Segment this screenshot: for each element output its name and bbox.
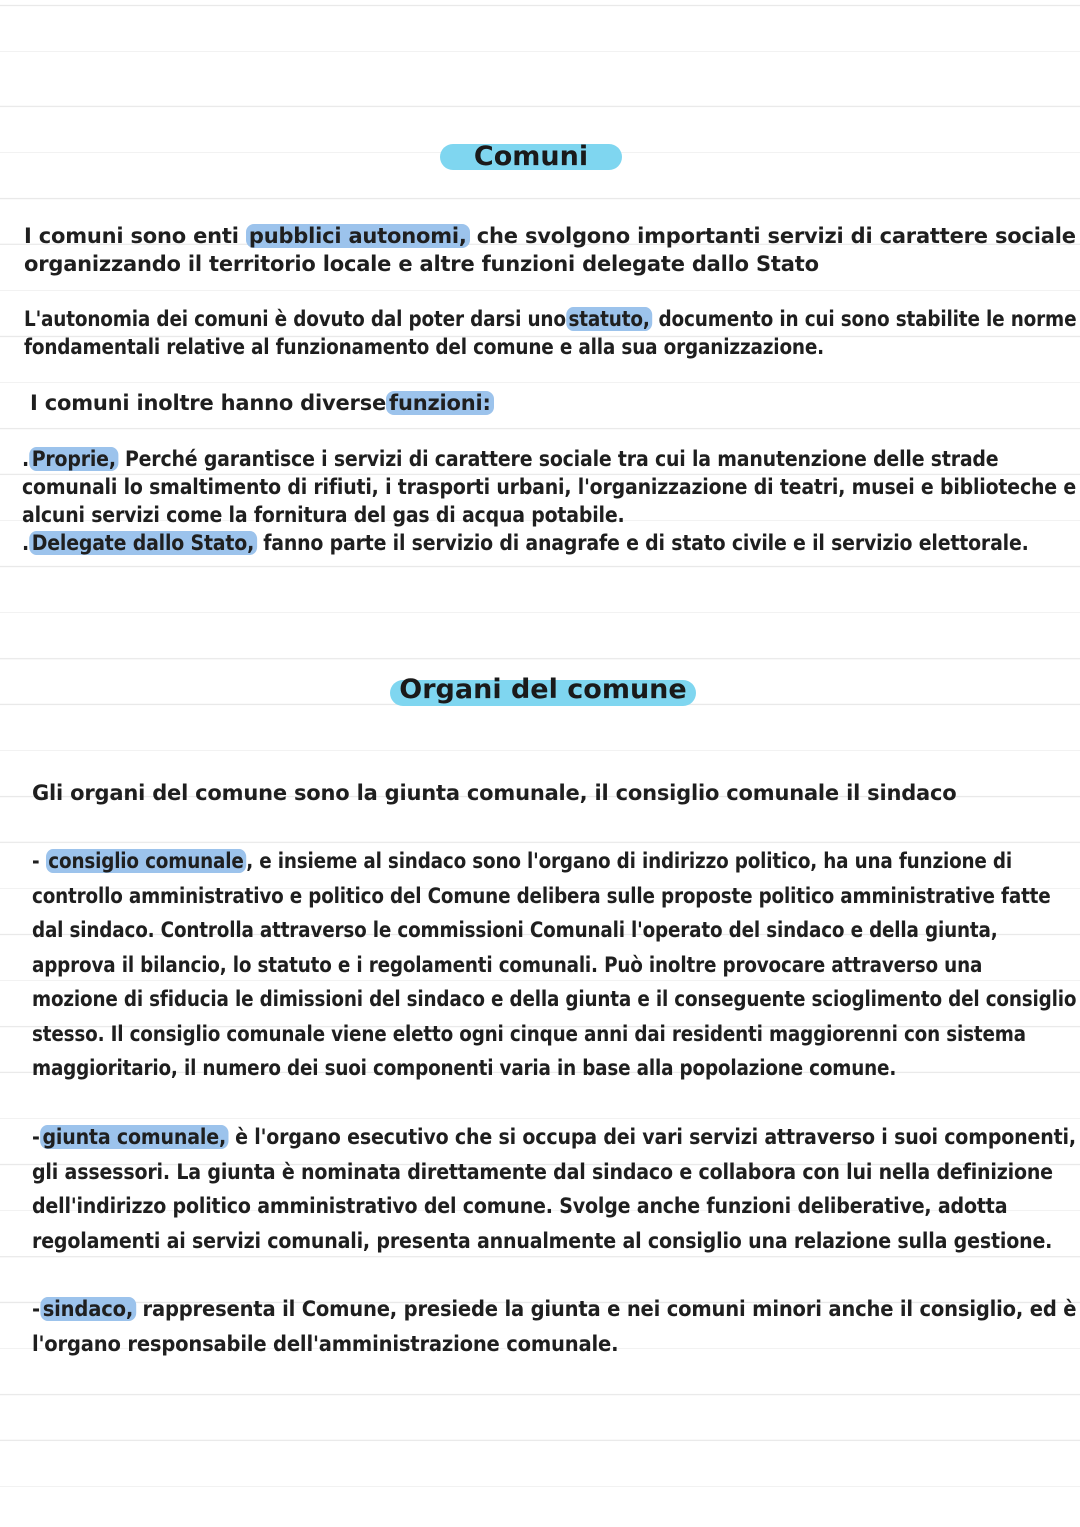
text-run: I comuni sono enti [24,224,246,248]
paragraph-giunta [32,1120,1076,1258]
text-line [32,844,1076,879]
text-run: L'autonomia dei comuni è dovuto dal poter darsi uno [24,307,566,331]
highlighted-term: giunta comunale, [40,1125,229,1149]
text-line: mozione di sfiducia le dimissioni del sindaco e della giunta e il conseguente scioglimento del consiglio [32,987,1077,1011]
highlighted-term: Proprie, [29,447,119,471]
text-line: maggioritario, il numero dei suoi componenti varia in base alla popolazione comune. [32,1056,897,1080]
text-line: Gli organi del comune sono la giunta comunale, il consiglio comunale il sindaco [32,781,957,805]
text-run: documento in cui sono stabilite le norme [652,307,1077,331]
funzioni-list [22,445,1076,557]
text-line [30,389,494,417]
paragraph-funzioni [30,389,494,417]
paragraph-enti [24,222,1076,278]
paragraph-sindaco [32,1292,1076,1361]
text-run: rappresenta il Comune, presiede la giunta e nei comuni minori anche il consiglio, ed è [135,1297,1077,1321]
text-run: Perché garantisce i servizi di carattere sociale tra cui la manutenzione delle strade [118,447,999,471]
section-title-organi: Organi del comune [399,674,687,705]
text-line: organizzando il territorio locale e altre funzioni delegate dallo Stato [24,252,819,276]
text-line: l'organo responsabile dell'amministrazione comunale. [32,1331,619,1356]
text-line [32,1292,1076,1327]
text-line: gli assessori. La giunta è nominata direttamente dal sindaco e collabora con lui nella definizione [32,1159,1053,1184]
text-line: dal sindaco. Controlla attraverso le commissioni Comunali l'operato del sindaco e della giunta, [32,918,998,942]
text-line: fondamentali relative al funzionamento del comune e alla sua organizzazione. [24,335,825,359]
text-run: - [32,849,46,873]
text-run: - [32,1125,40,1149]
text-run: fanno parte il servizio di anagrafe e di stato civile e il servizio elettorale. [256,531,1029,555]
bullet-dot: . [22,447,30,471]
text-run: , e insieme al sindaco sono l'organo di indirizzo politico, ha una funzione di [246,849,1013,873]
highlighted-term: sindaco, [40,1297,136,1321]
highlighted-term: pubblici autonomi, [246,224,470,248]
text-line [32,1120,1076,1155]
text-line: stesso. Il consiglio comunale viene eletto ogni cinque anni dai residenti maggiorenni con sistema [32,1021,1026,1046]
paragraph-organi-intro [32,779,957,807]
text-run: - [32,1297,40,1321]
highlighted-term: statuto, [566,307,652,331]
highlighted-term: funzioni: [386,391,494,415]
text-run: che svolgono importanti servizi di carattere sociale [469,224,1076,248]
highlighted-term: Delegate dallo Stato, [29,531,257,555]
section-title-comuni: Comuni [473,141,589,172]
paragraph-autonomia [24,305,1076,361]
text-line: comunali lo smaltimento di rifiuti, i trasporti urbani, l'organizzazione di teatri, musei e biblioteche e [22,475,1076,499]
highlighted-term: consiglio comunale [46,849,247,873]
paragraph-consiglio [32,844,1076,1086]
text-line: dell'indirizzo politico amministrativo del comune. Svolge anche funzioni deliberative, adotta [32,1194,1008,1218]
text-line [24,305,1076,333]
bullet-dot: . [22,531,30,555]
list-item [22,529,1076,557]
text-line: regolamenti ai servizi comunali, presenta annualmente al consiglio una relazione sulla gestione. [32,1228,1053,1253]
text-line [24,222,1076,250]
text-line: approva il bilancio, lo statuto e i regolamenti comunali. Può inoltre provocare attraverso una [32,952,983,977]
text-line: controllo amministrativo e politico del Comune delibera sulle proposte politico amministrative fatte [32,883,1051,908]
text-line: alcuni servizi come la fornitura del gas di acqua potabile. [22,503,625,527]
list-item [22,445,1076,473]
text-run: I comuni inoltre hanno diverse [30,391,387,415]
text-run: è l'organo esecutivo che si occupa dei vari servizi attraverso i suoi componenti, [228,1125,1076,1149]
